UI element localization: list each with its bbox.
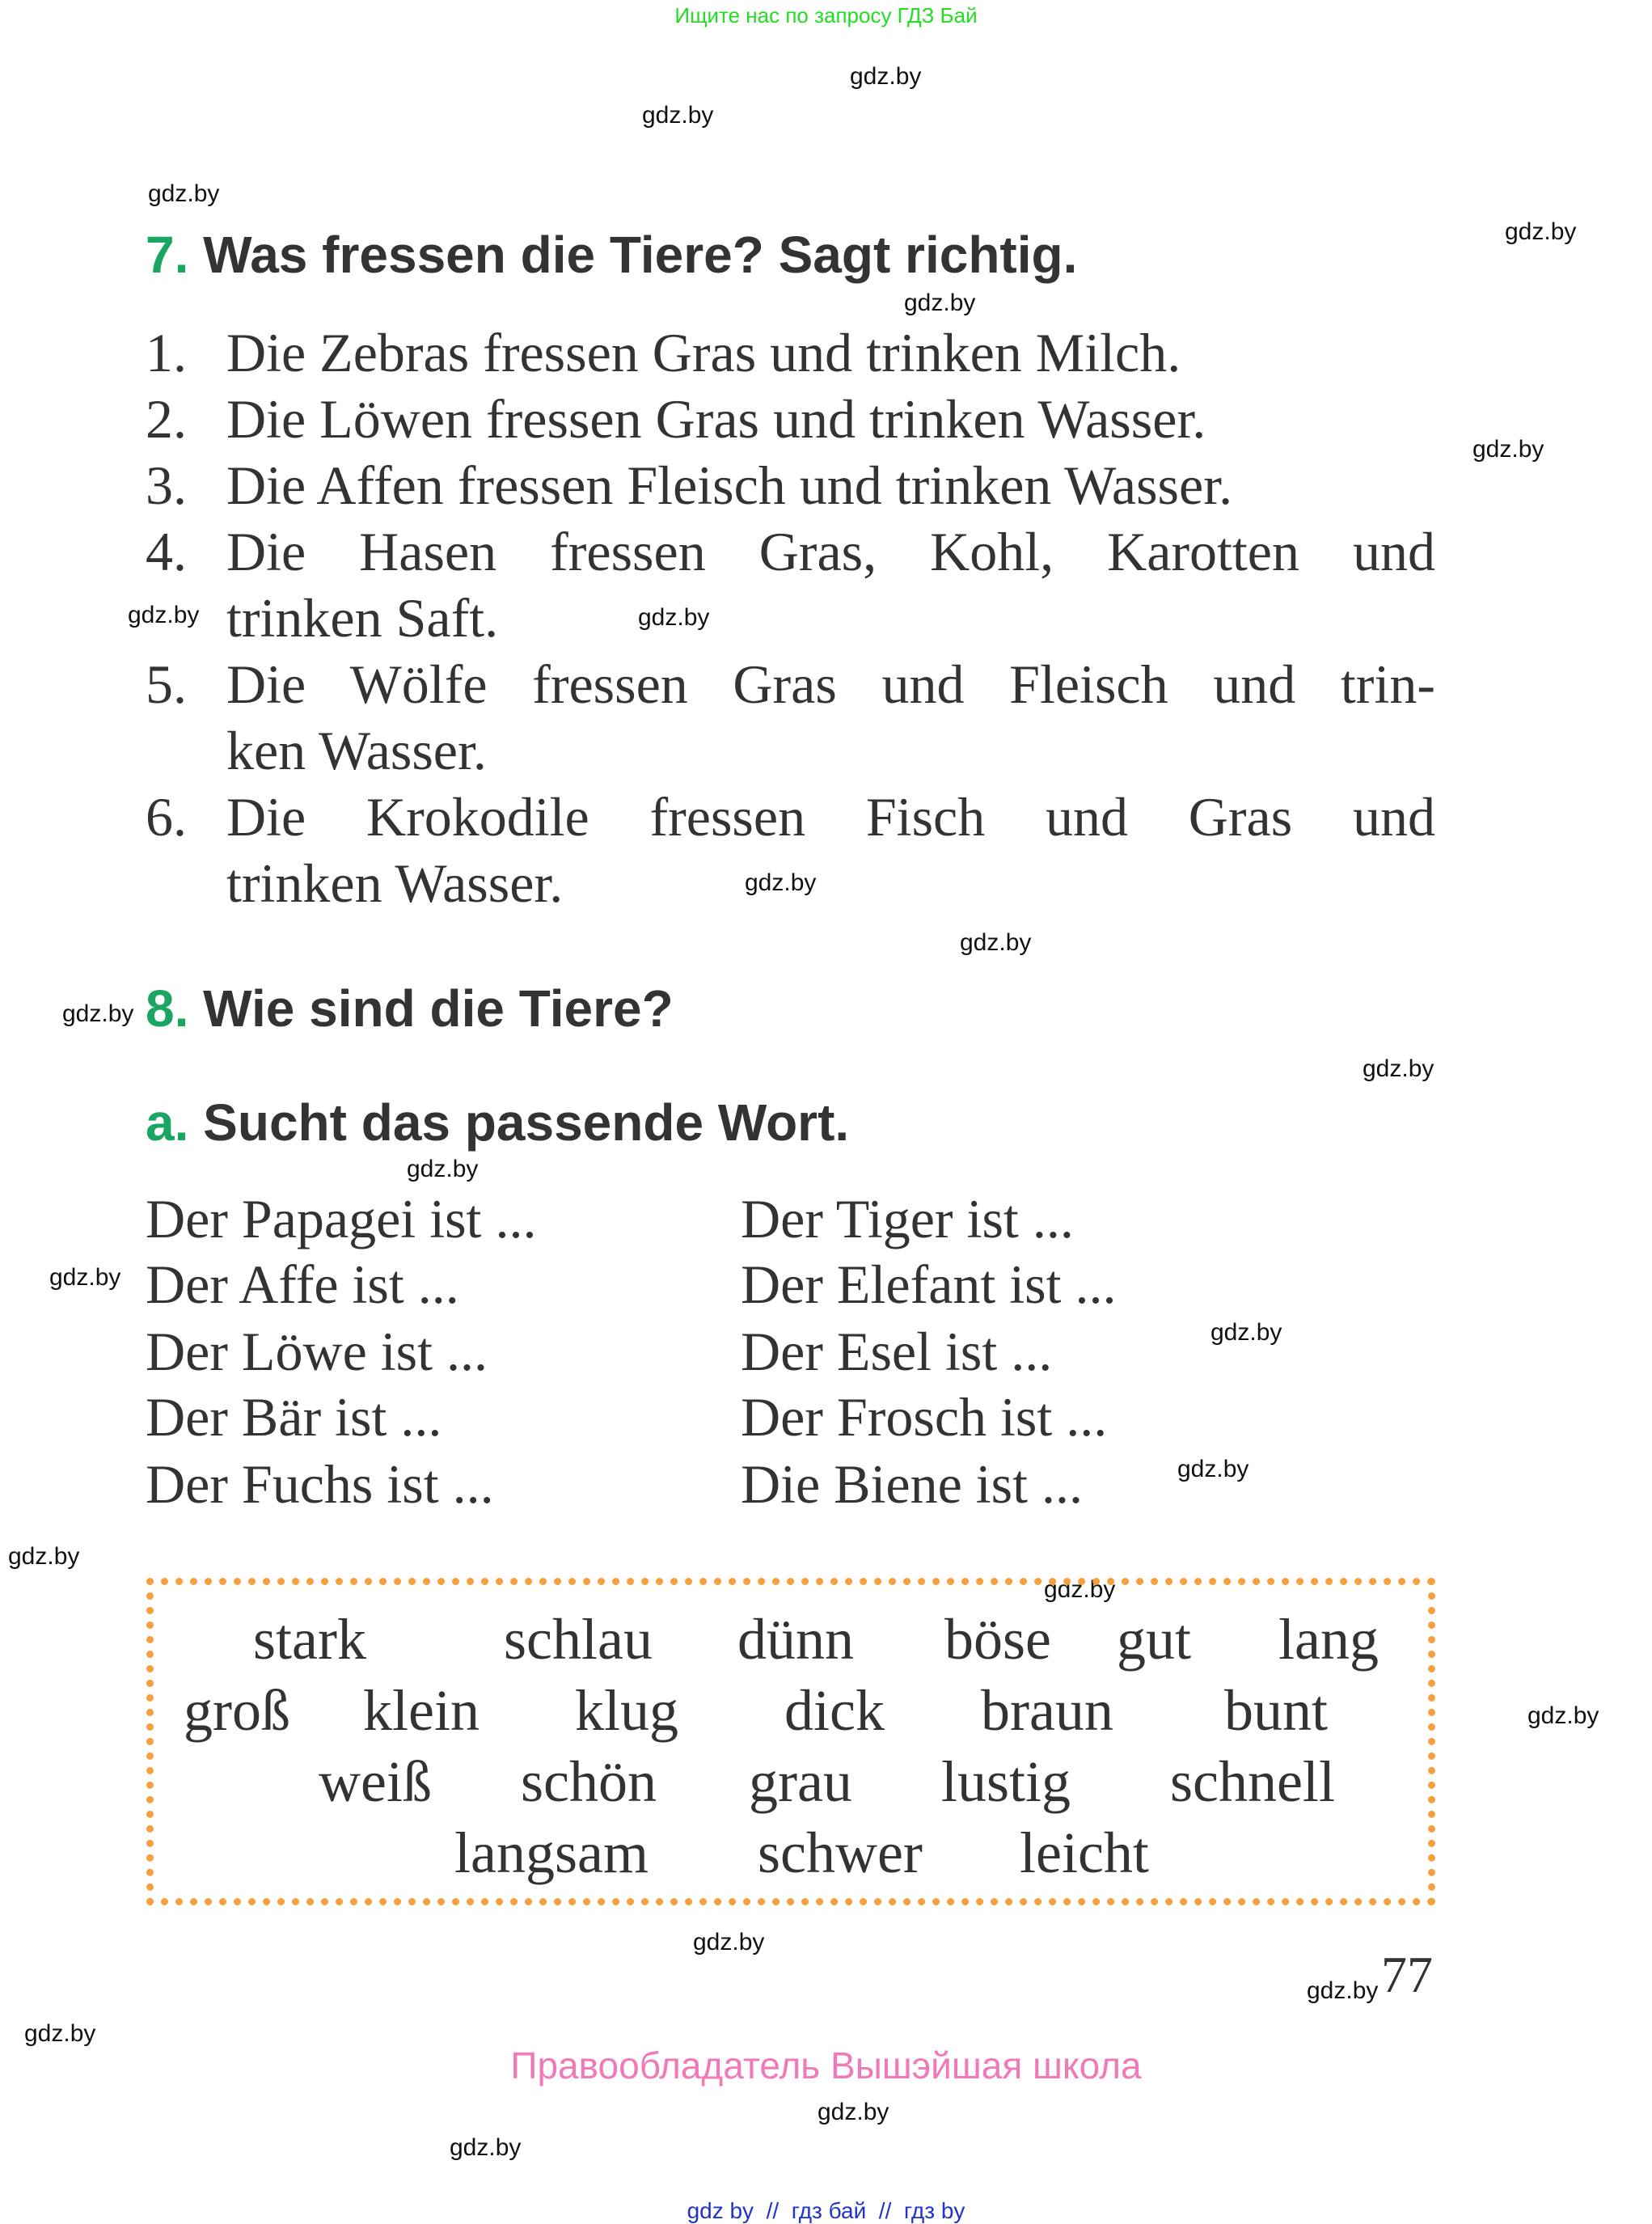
word-option: dünn [737,1607,854,1672]
list-item-line [146,452,1435,518]
watermark: gdz.by [1210,1319,1282,1346]
sentence-right: Der Tiger ist ... [741,1188,1074,1249]
watermark: gdz.by [850,63,922,90]
word-option: weiß [319,1749,432,1814]
list-item-number: 1. [146,322,187,383]
word-option: schnell [1170,1749,1335,1814]
exercise-8a-heading [146,1094,849,1151]
list-item-text: Die Krokodile fressen Fisch und Gras und [226,786,1435,848]
watermark: gdz.by [62,1000,134,1027]
list-item-text: trinken Wasser. [226,852,564,914]
word-option: schön [521,1749,657,1814]
word-option: stark [253,1607,366,1672]
word-option: schwer [758,1820,923,1885]
list-item-number [146,717,226,784]
list-item-text: Die Zebras fressen Gras und trinken Milch. [226,322,1181,383]
list-item-line [146,850,1435,916]
word-option: böse [944,1607,1051,1672]
sentence-right: Der Elefant ist ... [741,1254,1117,1315]
exercise-7-list [146,319,1435,916]
list-item-number: 6. [146,786,187,848]
watermark: gdz.by [1177,1456,1249,1482]
word-option: klug [575,1678,679,1743]
watermark: gdz.by [1363,1055,1434,1082]
word-option: klein [363,1678,480,1743]
exercise-8a-title: Sucht das passende Wort. [203,1093,850,1152]
list-item-line [146,717,1435,784]
watermark: gdz.by [638,604,710,631]
sentence-left: Der Fuchs ist ... [146,1453,494,1515]
watermark: gdz.by [642,102,714,129]
list-item-line [146,518,1435,585]
word-option: schlau [504,1607,653,1672]
watermark: gdz.by [693,1929,765,1956]
word-option: dick [784,1678,885,1743]
list-item-text: Die Affen fressen Fleisch und trinken Wasser. [226,455,1233,516]
exercise-8a-letter: a. [146,1093,189,1152]
list-item-line [146,386,1435,452]
list-item-number [146,585,226,651]
watermark: gdz.by [1044,1576,1116,1603]
watermark: gdz.by [407,1156,479,1182]
watermark: gdz.by [24,2020,96,2047]
page-number: 77 [1381,1946,1433,2003]
word-option: braun [981,1678,1113,1743]
watermark: gdz.by [1472,436,1544,463]
list-item-line [146,784,1435,850]
watermark: gdz.by [1527,1702,1599,1729]
list-item-line [146,651,1435,717]
watermark: gdz.by [1307,1977,1379,2004]
list-item-text: Die Löwen fressen Gras und trinken Wasser. [226,388,1206,450]
list-item-line [146,319,1435,386]
watermark: gdz.by [450,2134,522,2161]
list-item-text: Die Wölfe fressen Gras und Fleisch und trin- [226,653,1435,715]
rights-holder: Правообладатель Вышэйшая школа [510,2044,1142,2087]
watermark: gdz.by [148,180,220,207]
word-option: langsam [454,1820,649,1885]
exercise-7-heading [146,226,1077,283]
watermark: gdz.by [818,2099,889,2125]
sentence-left: Der Affe ist ... [146,1254,459,1315]
watermark: gdz.by [128,602,200,628]
list-item-number: 2. [146,388,187,450]
word-option: bunt [1224,1678,1329,1743]
top-search-note: Ищите нас по запросу ГДЗ Бай [674,3,978,27]
word-option: leicht [1020,1820,1149,1885]
sentence-left: Der Löwe ist ... [146,1321,488,1382]
watermark: gdz.by [1505,218,1577,245]
watermark: gdz.by [904,290,976,316]
word-option: gut [1117,1607,1192,1672]
list-item-number: 4. [146,521,187,582]
sentence-right: Der Frosch ist ... [741,1386,1108,1448]
list-item-text: ken Wasser. [226,720,487,781]
exercise-7-number: 7. [146,226,189,284]
list-item-text: trinken Saft. [226,587,499,649]
list-item-number: 3. [146,455,187,516]
bottom-links[interactable]: gdz by // гдз бай // гдз by [687,2198,965,2223]
exercise-8-title: Wie sind die Tiere? [203,979,674,1038]
word-option: groß [184,1678,290,1743]
watermark: gdz.by [8,1543,80,1570]
watermark: gdz.by [745,869,817,896]
list-item-number [146,850,226,916]
exercise-8-number: 8. [146,979,189,1038]
word-option: lustig [941,1749,1071,1814]
watermark: gdz.by [49,1264,121,1291]
sentence-left: Der Papagei ist ... [146,1188,537,1249]
sentence-left: Der Bär ist ... [146,1386,442,1448]
list-item-line [146,585,1435,651]
list-item-text: Die Hasen fressen Gras, Kohl, Karotten und [226,521,1435,582]
list-item-number: 5. [146,653,187,715]
exercise-7-title: Was fressen die Tiere? Sagt richtig. [203,226,1078,284]
word-option: grau [749,1749,852,1814]
word-option: lang [1278,1607,1379,1672]
sentence-right: Die Biene ist ... [741,1453,1084,1515]
watermark: gdz.by [960,929,1032,956]
sentence-right: Der Esel ist ... [741,1321,1053,1382]
exercise-8-heading [146,980,674,1037]
